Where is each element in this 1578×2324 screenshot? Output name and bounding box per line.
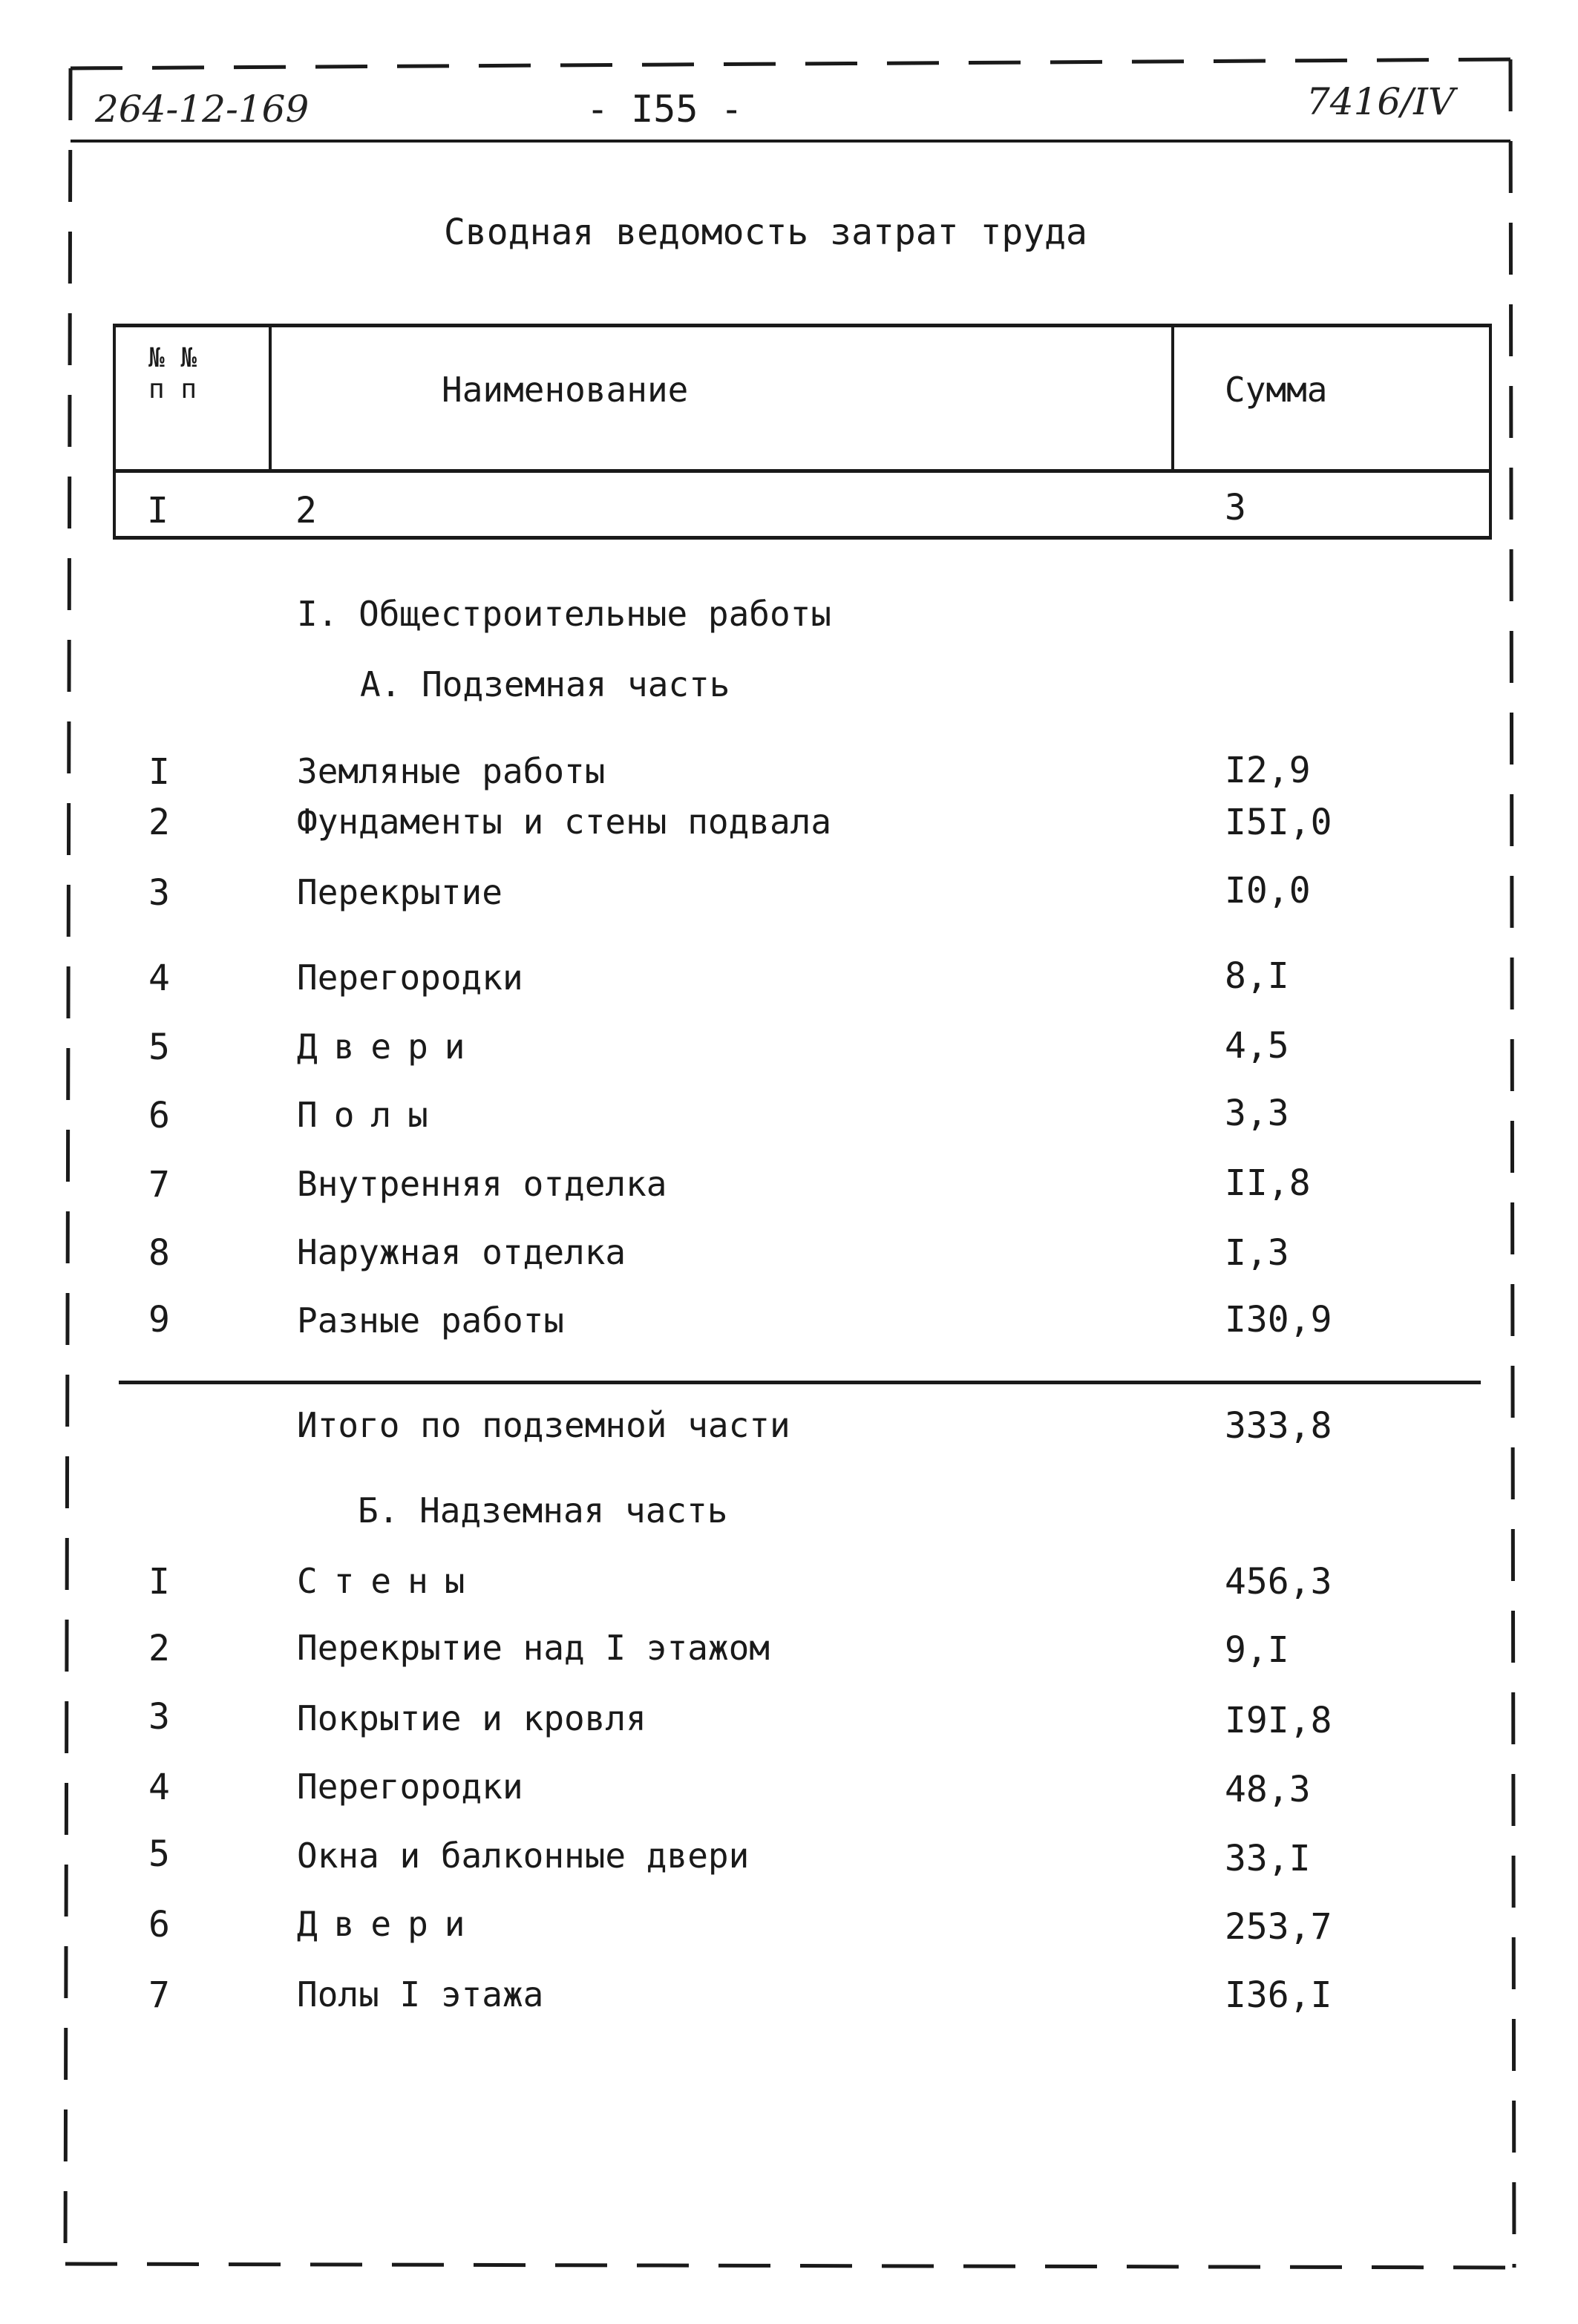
row-sum: 456,3 bbox=[1225, 1561, 1332, 1603]
row-name: Перекрытие над I этажом bbox=[297, 1628, 770, 1668]
col-index-3: 3 bbox=[1225, 487, 1246, 528]
row-sum: 4,5 bbox=[1225, 1025, 1289, 1067]
row-name: Окна и балконные двери bbox=[297, 1836, 750, 1876]
row-sum: I36,I bbox=[1225, 1974, 1332, 2016]
row-number: 2 bbox=[148, 1628, 170, 1669]
col-name-header: Наименование bbox=[442, 370, 689, 410]
row-number: 2 bbox=[148, 802, 170, 843]
row-number: 5 bbox=[148, 1027, 170, 1068]
part-a-heading: А. Подземная часть bbox=[360, 664, 730, 704]
row-number: 4 bbox=[148, 1767, 170, 1808]
row-number: 5 bbox=[148, 1833, 170, 1875]
total-sum: 333,8 bbox=[1225, 1405, 1332, 1447]
row-name: Полы bbox=[297, 1095, 445, 1135]
row-name: Перегородки bbox=[297, 1767, 523, 1807]
row-number: 6 bbox=[148, 1095, 170, 1136]
row-sum: I9I,8 bbox=[1225, 1700, 1332, 1741]
row-sum: I2,9 bbox=[1225, 750, 1311, 791]
row-name: Полы I этажа bbox=[297, 1974, 544, 2014]
row-name: Земляные работы bbox=[297, 751, 606, 791]
page-title: Сводная ведомость затрат труда bbox=[444, 212, 1087, 253]
row-number: 7 bbox=[148, 1974, 170, 2016]
row-number: 6 bbox=[148, 1904, 170, 1945]
col-sum-header: Сумма bbox=[1225, 370, 1328, 410]
row-sum: 48,3 bbox=[1225, 1769, 1311, 1810]
row-number: 9 bbox=[148, 1299, 170, 1341]
row-sum: I30,9 bbox=[1225, 1299, 1332, 1341]
row-name: Перекрытие bbox=[297, 872, 502, 912]
section-heading: I. Общестроительные работы bbox=[297, 594, 832, 634]
row-name: Перегородки bbox=[297, 958, 523, 998]
row-sum: I5I,0 bbox=[1225, 802, 1332, 843]
col-index-2: 2 bbox=[295, 490, 317, 531]
row-name: Двери bbox=[297, 1904, 482, 1944]
row-name: Фундаменты и стены подвала bbox=[297, 802, 832, 842]
row-sum: I,3 bbox=[1225, 1232, 1289, 1274]
row-number: 3 bbox=[148, 1696, 170, 1738]
row-number: 3 bbox=[148, 872, 170, 914]
row-number: 4 bbox=[148, 958, 170, 999]
row-sum: 33,I bbox=[1225, 1838, 1311, 1879]
row-number: I bbox=[148, 1561, 170, 1603]
page-number: - I55 - bbox=[586, 88, 743, 131]
row-name: Стены bbox=[297, 1561, 482, 1601]
doc-code-left: 264-12-169 bbox=[95, 88, 310, 131]
doc-code-right: 7416/IV bbox=[1306, 80, 1455, 123]
row-sum: 8,I bbox=[1225, 955, 1289, 997]
total-divider bbox=[119, 1381, 1481, 1384]
row-sum: II,8 bbox=[1225, 1162, 1311, 1204]
row-name: Разные работы bbox=[297, 1300, 565, 1341]
total-label: Итого по подземной части bbox=[297, 1405, 790, 1445]
row-sum: I0,0 bbox=[1225, 870, 1311, 911]
row-name: Двери bbox=[297, 1027, 482, 1067]
row-number: I bbox=[148, 751, 170, 793]
row-sum: 9,I bbox=[1225, 1629, 1289, 1671]
row-number: 8 bbox=[148, 1232, 170, 1274]
row-sum: 3,3 bbox=[1225, 1093, 1289, 1134]
row-number: 7 bbox=[148, 1164, 170, 1205]
col-index-1: I bbox=[147, 490, 168, 531]
row-name: Внутренняя отделка bbox=[297, 1164, 667, 1204]
row-name: Покрытие и кровля bbox=[297, 1698, 646, 1738]
col-number-header: № № п п bbox=[148, 343, 197, 405]
part-b-heading: Б. Надземная часть bbox=[358, 1490, 728, 1531]
row-name: Наружная отделка bbox=[297, 1232, 626, 1272]
row-sum: 253,7 bbox=[1225, 1906, 1332, 1948]
